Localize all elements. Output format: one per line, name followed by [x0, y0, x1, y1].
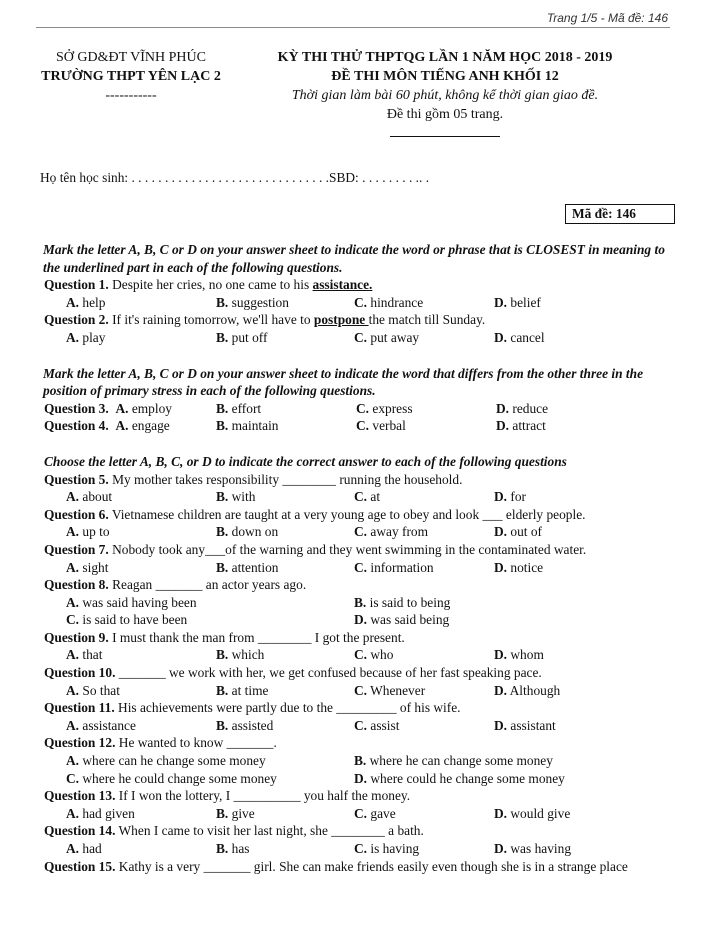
option-d[interactable]: D. was said being [354, 612, 450, 628]
question-text: Kathy is a very _______ girl. She can make friends easily even though she is in a strange place [115, 858, 628, 874]
question-8 [40, 576, 672, 594]
question-text: _______ we work with her, we get confused because of her fast speaking pace. [115, 665, 542, 681]
option-b[interactable]: B. where he can change some money [354, 753, 553, 769]
question-label: Question 9. [44, 629, 109, 645]
option-b[interactable]: B. attention [216, 559, 279, 575]
option-a[interactable]: A. about [66, 489, 113, 505]
question-8-options [40, 594, 672, 612]
student-info-line: Họ tên học sinh: . . . . . . . . . . . . . . . . . . . . . . . . . . . . . .SBD: . . . . . . . . .. . [40, 170, 430, 185]
underlined-word: postpone [313, 312, 369, 328]
question-text: If I won the lottery, I __________ you half the money. [115, 788, 411, 804]
question-label: Question 8. [44, 577, 109, 593]
option-a[interactable]: A. engage [115, 418, 170, 434]
question-label: Question 10. [44, 665, 116, 681]
question-9-options [40, 646, 672, 664]
option-a[interactable]: A. had given [66, 805, 135, 821]
question-list [40, 471, 672, 858]
exam-subject: ĐỀ THI MÔN TIẾNG ANH KHỐI 12 [331, 69, 559, 84]
option-d[interactable]: D. would give [494, 805, 571, 821]
option-c[interactable]: C. who [354, 647, 394, 663]
option-b[interactable]: B. effort [216, 400, 262, 416]
question-label: Question 11. [44, 700, 115, 716]
exam-code-box: Mã đề: 146 [565, 204, 675, 224]
question-12-options [40, 752, 672, 770]
option-a[interactable]: A. had [66, 841, 102, 856]
question-label: Question 13. [44, 788, 116, 804]
question-12 [40, 734, 672, 752]
option-d[interactable]: D. belief [494, 294, 541, 310]
exam-content [40, 241, 672, 875]
header-left-divider: ----------- [105, 88, 157, 103]
question-15 [40, 858, 672, 876]
question-14 [40, 822, 672, 840]
question-2-options [40, 329, 672, 347]
option-d[interactable]: D. assistant [494, 717, 556, 733]
question-14-options [40, 840, 672, 858]
section-instruction: Mark the letter A, B, C or D on your answer sheet to indicate the word that differs from the other three in the position of primary stress in each of the following questions. [43, 365, 644, 399]
option-b[interactable]: B. down on [216, 524, 279, 540]
page-indicator: Trang 1/5 - Mã đề: 146 [546, 11, 668, 25]
question-text-after: the match till Sunday. [368, 312, 486, 328]
underlined-word: assistance. [312, 277, 373, 293]
section-instruction: Choose the letter A, B, C, or D to indicate the correct answer to each of the following questions [44, 453, 567, 469]
question-1 [40, 276, 672, 294]
option-c[interactable]: C. at [354, 489, 381, 505]
question-6 [40, 506, 672, 524]
question-5-options [40, 488, 672, 506]
option-b[interactable]: B. give [216, 805, 255, 821]
option-d[interactable]: D. notice [494, 559, 544, 575]
option-c[interactable]: C. Whenever [354, 682, 426, 698]
option-a[interactable]: A. help [66, 294, 106, 310]
question-1-options [40, 294, 672, 312]
option-c[interactable]: C. gave [354, 805, 396, 821]
school-name: TRƯỜNG THPT YÊN LẠC 2 [41, 69, 221, 84]
question-label: Question 2. [44, 312, 109, 328]
option-c[interactable]: C. away from [354, 524, 429, 540]
option-c[interactable]: C. is said to have been [66, 612, 188, 628]
question-3 [40, 400, 672, 418]
question-13-options [40, 805, 672, 823]
question-text: My mother takes responsibility ________ running the household. [108, 471, 463, 487]
question-label: Question 12. [44, 735, 116, 751]
question-text: His achievements were partly due to the _________ of his wife. [114, 700, 461, 716]
question-11 [40, 699, 672, 717]
question-10-options [40, 682, 672, 700]
header-right [250, 48, 640, 143]
option-c[interactable]: C. information [354, 559, 434, 575]
question-5 [40, 471, 672, 489]
option-d[interactable]: D. attract [496, 418, 546, 434]
question-2 [40, 311, 672, 329]
section-instruction: Mark the letter A, B, C or D on your answer sheet to indicate the word or phrase that is CLOSEST in meaning to the underlined part in each of the following questions. [43, 242, 665, 275]
question-label: Question 1. [44, 277, 109, 293]
option-b[interactable]: B. has [216, 841, 250, 856]
running-header [36, 8, 670, 28]
option-b[interactable]: B. which [216, 647, 265, 663]
option-d[interactable]: D. whom [494, 647, 544, 663]
option-a[interactable]: A. was said having been [66, 594, 197, 610]
option-b[interactable]: B. suggestion [216, 294, 289, 310]
option-b[interactable]: B. with [216, 489, 256, 505]
question-7-options [40, 559, 672, 577]
option-a[interactable]: A. play [66, 329, 106, 345]
header-rule [390, 128, 500, 137]
question-8-options [40, 611, 672, 629]
option-c[interactable]: C. put away [354, 329, 420, 345]
question-text: I must thank the man from ________ I got the present. [108, 629, 405, 645]
option-d[interactable]: D. Although [494, 682, 561, 698]
option-d[interactable]: D. for [494, 489, 527, 505]
option-a[interactable]: A. assistance [66, 717, 136, 733]
option-b[interactable]: B. assisted [216, 717, 274, 733]
option-c[interactable]: C. where he could change some money [66, 770, 277, 786]
header-left [20, 48, 242, 105]
option-a[interactable]: A. up to [66, 524, 110, 540]
option-d[interactable]: D. was having [494, 841, 572, 856]
option-c[interactable]: C. verbal [356, 418, 406, 434]
option-c[interactable]: C. assist [354, 717, 400, 733]
question-label: Question 6. [44, 506, 109, 522]
question-4 [40, 417, 672, 435]
question-text: He wanted to know _______. [115, 735, 277, 751]
question-text: Nobody took any___of the warning and they went swimming in the contaminated water. [108, 541, 587, 557]
option-d[interactable]: D. out of [494, 524, 543, 540]
question-text: When I came to visit her last night, she ________ a bath. [115, 823, 424, 839]
exam-page-count: Đề thi gồm 05 trang. [386, 107, 504, 122]
exam-duration: Thời gian làm bài 60 phút, không kể thời gian giao đề. [291, 88, 599, 103]
department-name: SỞ GD&ĐT VĨNH PHÚC [55, 50, 206, 65]
option-b[interactable]: B. at time [216, 682, 269, 698]
option-b[interactable]: B. is said to being [354, 594, 451, 610]
question-label: Question 7. [44, 541, 109, 557]
question-label: Question 3. [44, 400, 109, 416]
option-a[interactable]: A. that [66, 647, 103, 663]
option-b[interactable]: B. maintain [216, 418, 279, 434]
option-a[interactable]: A. So that [66, 682, 120, 698]
question-label: Question 5. [44, 471, 109, 487]
option-c[interactable]: C. is having [354, 841, 420, 856]
option-c[interactable]: C. express [356, 400, 413, 416]
option-a[interactable]: A. where can he change some money [66, 753, 266, 769]
question-10 [40, 664, 672, 682]
question-label: Question 14. [44, 823, 116, 839]
question-text: Despite her cries, no one came to his [108, 277, 313, 293]
question-9 [40, 629, 672, 647]
option-c[interactable]: C. hindrance [354, 294, 424, 310]
question-7 [40, 541, 672, 559]
option-d[interactable]: D. reduce [496, 400, 549, 416]
option-b[interactable]: B. put off [216, 329, 268, 345]
option-a[interactable]: A. employ [115, 400, 172, 416]
question-6-options [40, 523, 672, 541]
question-13 [40, 787, 672, 805]
question-text: Vietnamese children are taught at a very young age to obey and look ___ elderly people. [108, 506, 586, 522]
option-d[interactable]: D. cancel [494, 329, 545, 345]
exam-title: KỲ THI THỬ THPTQG LẦN 1 NĂM HỌC 2018 - 2019 [277, 50, 613, 65]
question-11-options [40, 717, 672, 735]
question-text: Reagan _______ an actor years ago. [108, 577, 307, 593]
question-label: Question 4. [44, 418, 109, 434]
option-a[interactable]: A. sight [66, 559, 109, 575]
question-text: If it's raining tomorrow, we'll have to [108, 312, 314, 328]
option-d[interactable]: D. where could he change some money [354, 770, 565, 786]
question-12-options [40, 770, 672, 788]
question-label: Question 15. [44, 858, 116, 874]
